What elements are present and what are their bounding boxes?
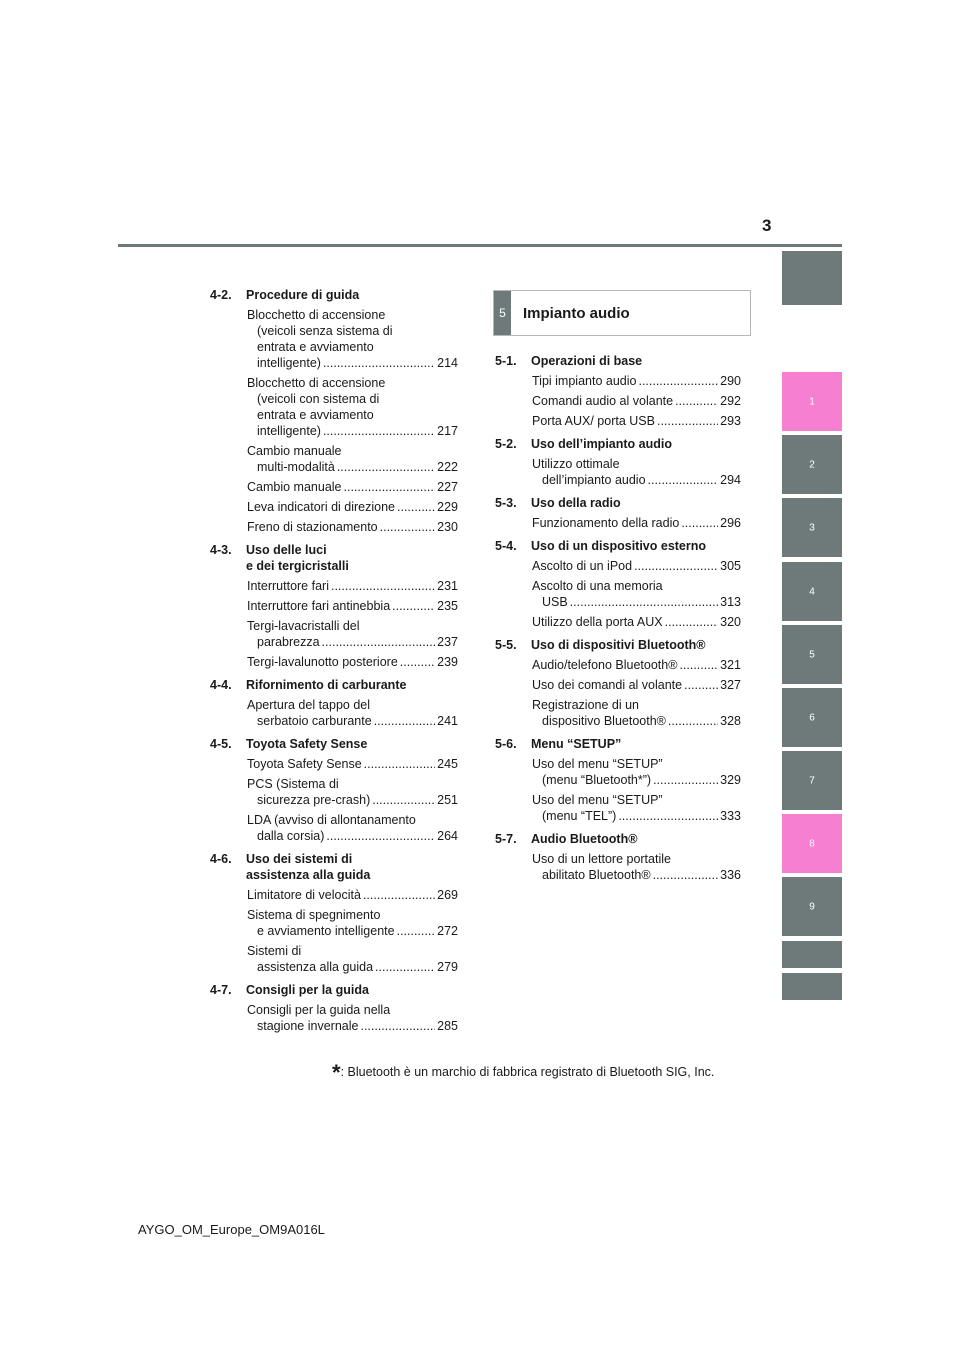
toc-section [495,495,741,531]
toc-section-label: Rifornimento di carburante [246,678,407,692]
toc-section-title[interactable] [495,736,741,752]
toc-entry[interactable] [532,851,741,883]
toc-section-number: 5-6. [495,737,517,751]
chapter-tab-2[interactable] [782,435,842,494]
toc-page-number: 293 [720,414,741,428]
toc-entry[interactable] [247,1002,458,1034]
toc-entry[interactable] [247,578,458,594]
toc-entry-text: Cambio manuale [247,480,342,494]
leader-dots [634,558,718,574]
toc-page-number: 222 [437,460,458,474]
leader-dots [360,1018,435,1034]
chapter-tab-8[interactable] [782,814,842,873]
toc-entry-leader-line [532,594,741,610]
toc-section-number: 5-2. [495,437,517,451]
toc-page-number: 305 [720,559,741,573]
toc-section-number: 5-3. [495,496,517,510]
leader-dots [372,792,435,808]
toc-section [210,542,458,670]
toc-entry-leader-line [247,959,458,975]
toc-page-number: 329 [720,773,741,787]
toc-section [495,831,741,883]
toc-page-number: 239 [437,655,458,669]
toc-entry-text: Tipi impianto audio [532,374,637,388]
toc-entry[interactable] [247,697,458,729]
toc-page-number: 235 [437,599,458,613]
toc-section [495,353,741,429]
toc-page-number: 241 [437,714,458,728]
chapter-tab-label: 4 [809,586,815,597]
toc-entry-line: Sistemi di [247,944,302,958]
chapter-tab-9[interactable] [782,877,842,936]
toc-entry-line: Consigli per la guida nella [247,1003,391,1017]
toc-section-number: 4-5. [210,737,232,751]
toc-entry-leader-line [532,413,741,429]
toc-page-number: 296 [720,516,741,530]
toc-section-title[interactable] [495,495,741,511]
toc-section-title[interactable] [210,736,458,752]
leader-dots [618,808,718,824]
toc-entry-line: Uso del menu “SETUP” [532,793,663,807]
toc-entry[interactable] [247,375,458,439]
toc-entry-leader-line [532,713,741,729]
toc-entry[interactable] [532,578,741,610]
footnote [332,1060,714,1086]
toc-section-title[interactable] [495,436,741,452]
toc-entry-leader-line [532,393,741,409]
toc-page-number: 269 [437,888,458,902]
toc-entry-line: Sistema di spegnimento [247,908,381,922]
toc-entry[interactable] [247,907,458,939]
chapter-tab-label: 2 [809,459,815,470]
toc-page-number: 227 [437,480,458,494]
toc-section [495,736,741,824]
toc-entry-text: Interruttore fari [247,579,329,593]
toc-entry-line: (veicoli con sistema di [257,392,380,406]
toc-entry-leader-line [532,867,741,883]
toc-entry-text: Limitatore di velocità [247,888,361,902]
toc-page-number: 272 [437,924,458,938]
leader-dots [681,515,718,531]
toc-entry[interactable] [532,756,741,788]
toc-entry[interactable] [532,373,741,389]
chapter-tab-3[interactable] [782,498,842,557]
chapter-title: Impianto audio [523,304,630,322]
toc-page-number: 285 [437,1019,458,1033]
toc-entry[interactable] [532,558,741,574]
page-number: 3 [762,216,772,235]
leader-dots [668,713,718,729]
toc-entry-text: Comandi audio al volante [532,394,674,408]
leader-dots [374,713,435,729]
toc-section [210,677,458,729]
toc-entry-leader-line [247,756,458,772]
toc-entry-leader-line [247,923,458,939]
leader-dots [653,867,719,883]
toc-entry-leader-line [532,677,741,693]
toc-left-column [210,287,458,1041]
toc-page-number: 230 [437,520,458,534]
toc-entry[interactable] [247,943,458,975]
chapter-tab-7[interactable] [782,751,842,810]
leader-dots [397,499,435,515]
toc-entry-text: Uso dei comandi al volante [532,678,683,692]
toc-section-number: 5-5. [495,638,517,652]
chapter-tab-label: 8 [809,838,815,849]
toc-entry-text: Audio/telefono Bluetooth® [532,658,678,672]
toc-entry-leader-line [532,373,741,389]
leader-dots [344,479,436,495]
toc-entry-leader-line [532,657,741,673]
toc-entry[interactable] [532,697,741,729]
toc-entry-text: Porta AUX/ porta USB [532,414,655,428]
chapter-number: 5 [494,291,511,335]
toc-section-label: Uso dell’impianto audio [531,437,672,451]
toc-entry-text: parabrezza [257,635,320,649]
toc-entry-line: Apertura del tappo del [247,698,371,712]
toc-entry-text: sicurezza pre-crash) [257,793,371,807]
toc-section-label: Uso della radio [531,496,621,510]
toc-page-number: 336 [720,868,741,882]
toc-entry-text: e avviamento intelligente [257,924,395,938]
toc-entry-leader-line [247,578,458,594]
leader-dots [657,413,718,429]
chapter-tab-6[interactable] [782,688,842,747]
toc-page-number: 231 [437,579,458,593]
toc-entry[interactable] [247,499,458,515]
toc-entry-text: Toyota Safety Sense [247,757,362,771]
toc-page-number: 264 [437,829,458,843]
leader-dots [648,472,719,488]
toc-entry-text: Freno di stazionamento [247,520,378,534]
toc-page-number: 251 [437,793,458,807]
toc-section-number: 4-2. [210,288,232,302]
leader-dots [684,677,718,693]
toc-page-number: 327 [720,678,741,692]
toc-entry-leader-line [532,558,741,574]
chapter-tab-blank[interactable] [782,251,842,305]
chapter-tab-1[interactable] [782,372,842,431]
toc-entry-text: Interruttore fari antinebbia [247,599,391,613]
toc-page-number: 333 [720,809,741,823]
toc-section-label: Uso delle luci e dei tergicristalli [246,543,349,573]
toc-entry-text: multi-modalità [257,460,335,474]
toc-entry-line: Uso del menu “SETUP” [532,757,663,771]
toc-entry-line: Utilizzo ottimale [532,457,620,471]
toc-section-number: 4-6. [210,852,232,866]
toc-entry-leader-line [532,808,741,824]
toc-entry-line: Tergi-lavacristalli del [247,619,360,633]
toc-entry-line: Ascolto di una memoria [532,579,663,593]
toc-entry-leader-line [247,887,458,903]
toc-page-number: 217 [437,424,458,438]
leader-dots [380,519,436,535]
footer-code: AYGO_OM_Europe_OM9A016L [138,1222,325,1237]
toc-section [210,736,458,844]
chapter-tab-label: 9 [809,901,815,912]
toc-page-number: 328 [720,714,741,728]
toc-entry[interactable] [247,887,458,903]
chapter-tab-label: 1 [809,396,815,407]
toc-section-title[interactable] [210,287,458,303]
chapter-tab-label: 6 [809,712,815,723]
toc-right-column [495,353,741,890]
toc-entry-leader-line [247,519,458,535]
toc-entry[interactable] [532,456,741,488]
toc-entry[interactable] [247,443,458,475]
toc-entry-leader-line [247,598,458,614]
leader-dots [322,634,436,650]
toc-entry[interactable] [532,413,741,429]
leader-dots [392,598,435,614]
toc-entry-leader-line [247,634,458,650]
toc-page-number: 292 [720,394,741,408]
toc-entry-leader-line [247,479,458,495]
chapter-tab-label: 7 [809,775,815,786]
toc-entry-leader-line [532,614,741,630]
toc-entry-line: (veicoli senza sistema di [257,324,393,338]
toc-entry[interactable] [247,598,458,614]
chapter-tab-5[interactable] [782,625,842,684]
toc-entry-leader-line [532,515,741,531]
toc-entry[interactable] [247,654,458,670]
toc-entry-leader-line [247,1018,458,1034]
toc-entry[interactable] [532,792,741,824]
toc-entry-leader-line [247,423,458,439]
toc-entry-line: entrata e avviamento [257,340,374,354]
toc-entry[interactable] [532,677,741,693]
toc-entry-leader-line [532,472,741,488]
chapter-tab-blank[interactable] [782,941,842,968]
toc-entry-line: Blocchetto di accensione [247,376,386,390]
toc-entry-text: intelligente) [257,424,321,438]
toc-section-label: Uso di dispositivi Bluetooth® [531,638,706,652]
toc-section-number: 4-7. [210,983,232,997]
chapter-tab-label: 3 [809,522,815,533]
toc-entry[interactable] [247,307,458,371]
toc-section-title[interactable] [495,831,741,847]
leader-dots [375,959,435,975]
toc-entry-leader-line [247,499,458,515]
toc-entry-line: PCS (Sistema di [247,777,339,791]
toc-page-number: 290 [720,374,741,388]
toc-page-number: 321 [720,658,741,672]
toc-entry-text: Tergi-lavalunotto posteriore [247,655,398,669]
footnote-star: * [332,1060,341,1085]
toc-entry-line: entrata e avviamento [257,408,374,422]
toc-entry-leader-line [532,772,741,788]
toc-entry-text: stagione invernale [257,1019,359,1033]
chapter-tab-blank[interactable] [782,973,842,1000]
toc-entry[interactable] [532,393,741,409]
toc-entry-line: LDA (avviso di allontanamento [247,813,416,827]
toc-section-title[interactable] [210,982,458,998]
toc-page-number: 313 [720,595,741,609]
toc-entry[interactable] [247,519,458,535]
toc-section-number: 5-7. [495,832,517,846]
toc-section [495,538,741,630]
toc-section-label: Uso dei sistemi di assistenza alla guida [246,852,371,882]
toc-entry[interactable] [532,515,741,531]
toc-section-number: 4-4. [210,678,232,692]
toc-section [210,982,458,1034]
footnote-text: : Bluetooth è un marchio di fabbrica registrato di Bluetooth SIG, Inc. [340,1065,715,1079]
toc-page-number: 294 [720,473,741,487]
leader-dots [326,828,435,844]
leader-dots [337,459,435,475]
toc-entry-leader-line [247,355,458,371]
toc-entry-text: USB [542,595,568,609]
toc-section-number: 4-3. [210,543,232,557]
toc-section-label: Uso di un dispositivo esterno [531,539,707,553]
toc-entry-text: Ascolto di un iPod [532,559,633,573]
toc-entry[interactable] [247,776,458,808]
toc-section-number: 5-1. [495,354,517,368]
toc-entry-text: dispositivo Bluetooth® [542,714,666,728]
toc-entry-text: (menu “Bluetooth*”) [542,773,652,787]
toc-section-title[interactable] [495,637,741,653]
toc-entry-line: Registrazione di un [532,698,640,712]
toc-entry-leader-line [247,828,458,844]
leader-dots [397,923,436,939]
toc-entry-text: dell’impianto audio [542,473,646,487]
leader-dots [331,578,435,594]
toc-entry-text: abilitato Bluetooth® [542,868,651,882]
toc-entry-text: intelligente) [257,356,321,370]
toc-entry-line: Uso di un lettore portatile [532,852,671,866]
toc-page-number: 237 [437,635,458,649]
leader-dots [570,594,718,610]
toc-entry[interactable] [532,657,741,673]
toc-entry-text: (menu “TEL”) [542,809,617,823]
toc-entry[interactable] [247,479,458,495]
toc-section-title[interactable] [210,851,458,883]
toc-entry[interactable] [247,756,458,772]
toc-section [495,436,741,488]
toc-section-label: Toyota Safety Sense [246,737,368,751]
toc-page-number: 214 [437,356,458,370]
toc-entry-text: serbatoio carburante [257,714,372,728]
toc-entry-text: assistenza alla guida [257,960,374,974]
header-rule [118,244,842,247]
toc-entry-text: dalla corsia) [257,829,325,843]
leader-dots [653,772,718,788]
toc-page-number: 229 [437,500,458,514]
leader-dots [323,355,435,371]
toc-entry-leader-line [247,459,458,475]
toc-section-label: Procedure di guida [246,288,360,302]
toc-section-title[interactable] [495,353,741,369]
toc-page-number: 245 [437,757,458,771]
toc-entry-text: Leva indicatori di direzione [247,500,396,514]
toc-entry[interactable] [532,614,741,630]
leader-dots [323,423,435,439]
leader-dots [363,887,435,903]
toc-section-label: Operazioni di base [531,354,643,368]
chapter-box [493,290,751,336]
toc-section-title[interactable] [210,677,458,693]
toc-entry-line: Blocchetto di accensione [247,308,386,322]
chapter-tab-label: 5 [809,649,815,660]
toc-section [495,637,741,729]
toc-entry-leader-line [247,654,458,670]
toc-section-title[interactable] [495,538,741,554]
chapter-tab-4[interactable] [782,562,842,621]
leader-dots [675,393,718,409]
toc-entry-leader-line [247,792,458,808]
toc-entry[interactable] [247,812,458,844]
toc-entry-leader-line [247,713,458,729]
toc-section-label: Menu “SETUP” [531,737,622,751]
leader-dots [364,756,435,772]
toc-entry-line: Cambio manuale [247,444,342,458]
toc-entry-text: Utilizzo della porta AUX [532,615,663,629]
toc-section-title[interactable] [210,542,458,574]
leader-dots [638,373,718,389]
toc-entry-text: Funzionamento della radio [532,516,680,530]
toc-section-label: Consigli per la guida [246,983,369,997]
leader-dots [665,614,719,630]
toc-section [210,851,458,975]
toc-page-number: 279 [437,960,458,974]
toc-entry[interactable] [247,618,458,650]
toc-section [210,287,458,535]
toc-section-number: 5-4. [495,539,517,553]
leader-dots [400,654,435,670]
toc-page-number: 320 [720,615,741,629]
leader-dots [679,657,718,673]
toc-section-label: Audio Bluetooth® [531,832,638,846]
